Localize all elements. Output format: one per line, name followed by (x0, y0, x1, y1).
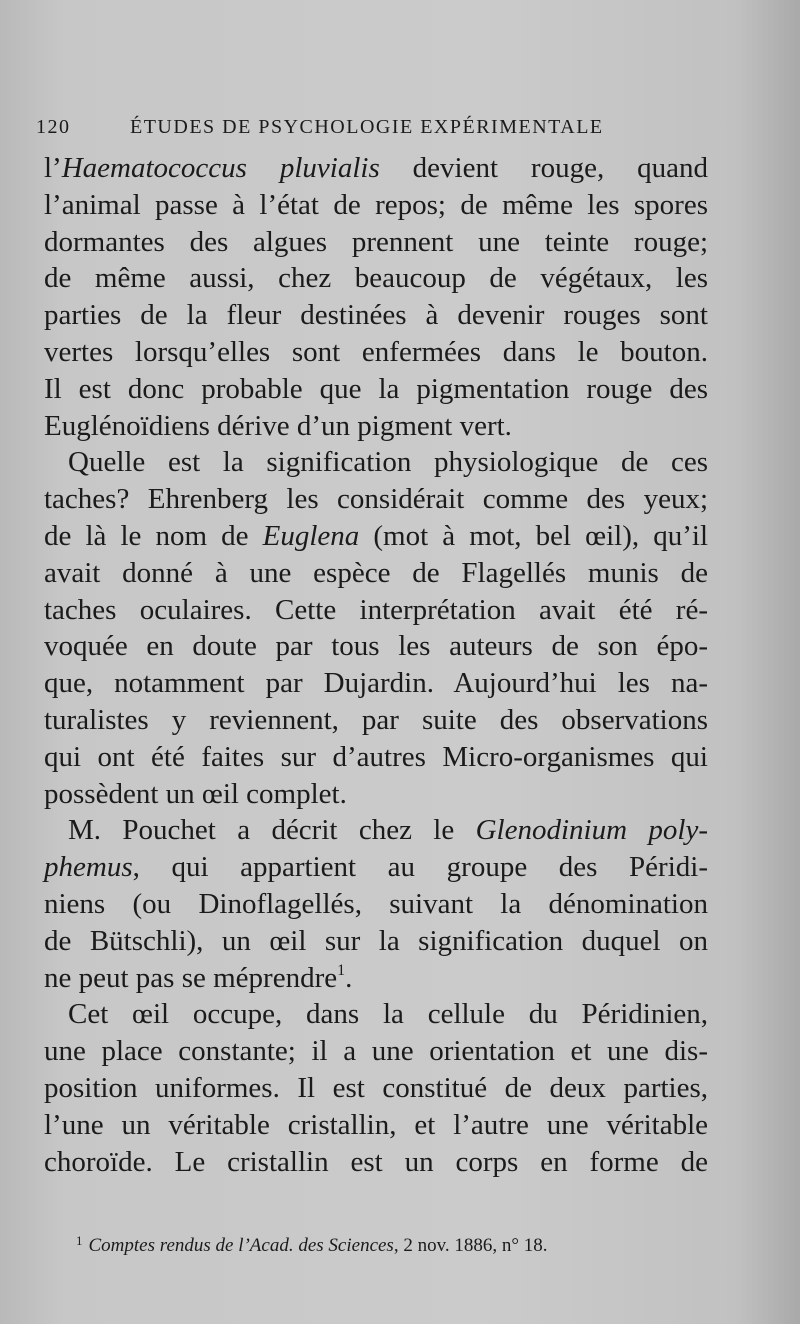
text-line (44, 665, 708, 702)
text-segment: de là le nom de (44, 519, 263, 552)
footnote-reference: 1 (337, 961, 346, 979)
text-line (44, 1107, 708, 1144)
footnote-marker: 1 (76, 1233, 83, 1248)
italic-text: Euglena (262, 519, 360, 552)
text-segment: choroïde. Le cristallin est un corps en forme de (44, 1145, 708, 1178)
text-line (44, 1070, 708, 1107)
text-line (44, 739, 708, 776)
page-number: 120 (36, 116, 71, 138)
text-line (44, 702, 708, 739)
text-segment: voquée en doute par tous les auteurs de son épo- (44, 630, 708, 663)
text-segment: vertes lorsqu’elles sont enfermées dans le bouton. (44, 335, 708, 368)
text-segment: taches? Ehrenberg les considérait comme des yeux; (44, 483, 708, 516)
page-header (36, 116, 736, 148)
text-line (44, 518, 708, 555)
text-line (44, 812, 708, 849)
text-line (44, 776, 708, 813)
text-segment: taches oculaires. Cette interprétation avait été ré- (44, 593, 708, 626)
text-segment: parties de la fleur destinées à devenir rouges sont (44, 299, 708, 332)
text-line (44, 628, 708, 665)
text-line (44, 260, 708, 297)
text-line (44, 1144, 708, 1181)
text-segment: M. Pouchet a décrit chez le (68, 814, 476, 847)
text-segment: Euglénoïdiens dérive d’un pigment vert. (44, 409, 512, 442)
text-segment: une place constante; il a une orientation et une dis- (44, 1035, 708, 1068)
text-line (44, 886, 708, 923)
text-segment: avait donné à une espèce de Flagellés munis de (44, 556, 708, 589)
text-line (44, 297, 708, 334)
text-line (44, 224, 708, 261)
text-line (44, 592, 708, 629)
text-segment: (mot à mot, bel œil), qu’il (359, 519, 708, 552)
text-line (44, 150, 708, 187)
text-line (44, 187, 708, 224)
text-segment: position uniformes. Il est constitué de deux parties, (44, 1071, 708, 1104)
text-segment: l’ (44, 152, 62, 184)
text-segment: , qui appartient au groupe des Péridi- (132, 851, 708, 884)
text-line (44, 334, 708, 371)
italic-text: Comptes rendus de l’Acad. des Sciences (88, 1235, 394, 1256)
text-segment: qui ont été faites sur d’autres Micro-organismes qui (44, 740, 708, 773)
text-line (44, 923, 708, 960)
italic-text: Haematococcus pluvialis (61, 152, 380, 184)
text-line (44, 481, 708, 518)
text-segment: ne peut pas se méprendre (44, 961, 338, 994)
text-segment: Quelle est la signification physiologique de ces (68, 446, 708, 479)
running-head: ÉTUDES DE PSYCHOLOGIE EXPÉRIMENTALE (130, 116, 604, 138)
text-line (44, 444, 708, 481)
italic-text: phemus (44, 851, 133, 884)
text-line (44, 849, 708, 886)
text-segment: turalistes y reviennent, par suite des observations (44, 703, 708, 736)
text-line (44, 996, 708, 1033)
text-segment: l’une un véritable cristallin, et l’autre une véritable (44, 1108, 708, 1141)
text-line (44, 371, 708, 408)
footnote-text (89, 1235, 548, 1256)
text-segment: , 2 nov. 1886, n° 18. (393, 1235, 548, 1256)
footnote (76, 1233, 696, 1257)
body-text (44, 150, 708, 1180)
text-segment: Cet œil occupe, dans la cellule du Péridinien, (68, 998, 708, 1031)
text-segment: Il est donc probable que la pigmentation rouge des (44, 372, 708, 405)
text-segment: de même aussi, chez beaucoup de végétaux, les (44, 262, 708, 295)
text-segment: . (345, 961, 353, 994)
italic-text: Glenodinium poly- (475, 814, 708, 847)
text-segment: niens (ou Dinoflagellés, suivant la dénomination (44, 887, 708, 920)
text-segment: de Bütschli), un œil sur la signification duquel on (44, 924, 708, 957)
text-line (44, 1033, 708, 1070)
text-line (44, 555, 708, 592)
text-line (44, 408, 708, 445)
text-segment: dormantes des algues prennent une teinte rouge; (44, 225, 708, 258)
text-segment: que, notamment par Dujardin. Aujourd’hui les na- (44, 667, 708, 700)
text-segment: possèdent un œil complet. (44, 777, 347, 810)
text-segment: devient rouge, quand (379, 152, 708, 184)
text-line (44, 960, 708, 997)
text-segment: l’animal passe à l’état de repos; de même les spores (44, 188, 708, 221)
